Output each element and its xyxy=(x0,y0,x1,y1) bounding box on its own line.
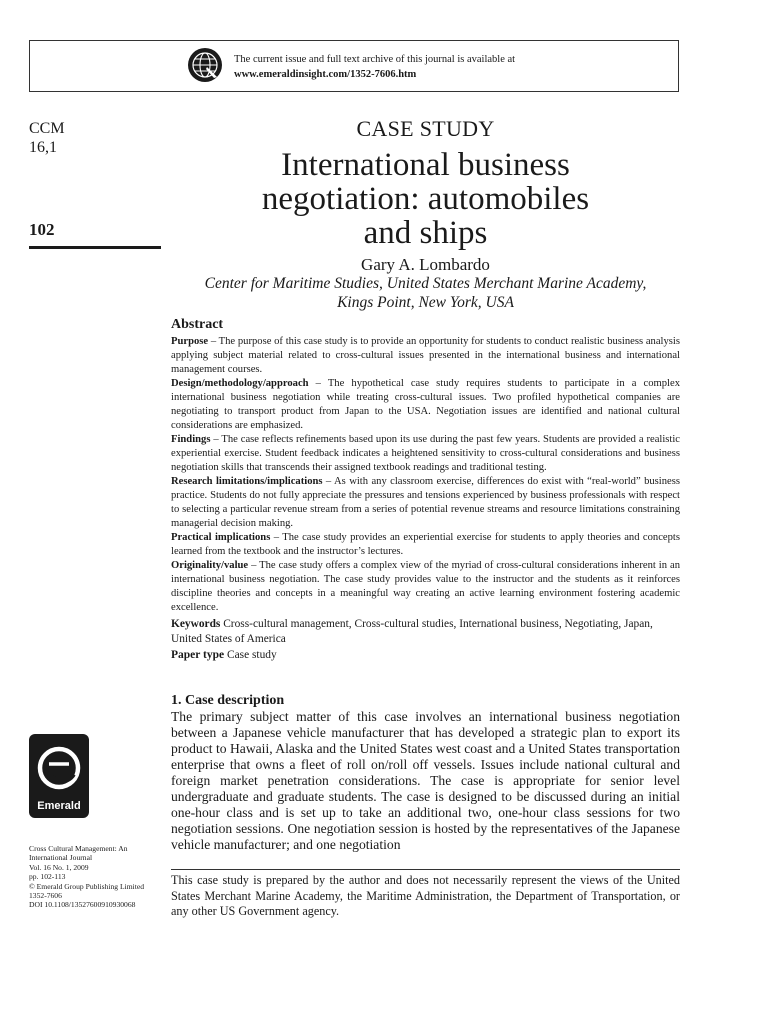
abstract-text: – The hypothetical case study requires students to participate in a complex international business negotiation while treating cross-cultural issues. Two profiled hypothetical companies are negotiating to transport product from Japan to the USA. Negotiation issues are identified and national cultural considerations are emphasized. xyxy=(171,378,680,431)
article-type: CASE STUDY xyxy=(356,116,495,141)
emerald-logo xyxy=(29,734,89,818)
abstract-originality xyxy=(171,559,680,615)
author-affiliation xyxy=(171,274,680,312)
margin-rule xyxy=(29,246,161,249)
abstract-text: – The purpose of this case study is to provide an opportunity for students to conduct realistic business analysis applying subject material related to cross-cultural issues presented in the international business and international management courses. xyxy=(171,336,680,375)
emerald-e-icon xyxy=(29,738,89,802)
section-body: The primary subject matter of this case involves an international business negotiation between a Japanese vehicle manufacturer that has developed a strategic plan to export its product to Hawaii, Alaska and the United States west coast and a United States transportation enterprise that owns a fleet of roll on/roll off vessels. Issues include national cultural and foreign market penetration considerations. The case is appropriate for senior level undergraduate and graduate students. The case is designed to be discussed during an initial one-hour class and is set up to take an additional two, one-hour class sessions for two negotiation sessions. One negotiation session is hosted by the representatives of the Japanese vehicle manufacturer; and one negotiation xyxy=(171,709,680,852)
emerald-logo-text: Emerald xyxy=(37,800,81,812)
abstract-label: Research limitations/implications xyxy=(171,476,323,487)
journal-info xyxy=(29,844,169,910)
section-heading: 1. Case description xyxy=(171,693,285,708)
abstract-limitations xyxy=(171,475,680,531)
journal-abbreviation xyxy=(29,119,65,157)
header-line-1: The current issue and full text archive of this journal is available at xyxy=(234,54,516,65)
paper-type-label: Paper type xyxy=(171,649,225,661)
affiliation-line: Center for Maritime Studies, United States Merchant Marine Academy, xyxy=(204,275,647,292)
paper-type-text: Case study xyxy=(224,649,277,661)
abstract-text: – The case reflects refinements based upon its use during the past few years. Students are provided a realistic experiential exercise. Student feedback indicates a heightened sensitivity to cross-cultural considerations and business negotiation skills that transcends their assigned textbook readings and traditional testing. xyxy=(171,434,680,473)
journal-info-line: Cross Cultural Management: An xyxy=(29,844,128,853)
author-name: Gary A. Lombardo xyxy=(361,255,490,274)
abstract-text: – The case study offers a complex view of the myriad of cross-cultural considerations inherent in an international business negotiation. The case study provides value to the instructor and the students as it reinforces discipline theories and concepts in a meaningful way creating an active learning environment fostering academic excellence. xyxy=(171,560,680,613)
footnote: This case study is prepared by the author and does not necessarily represent the views of the United States Merchant Marine Academy, the Maritime Administration, the Department of Transportation, or any other US Government agency. xyxy=(171,873,680,918)
abstract-purpose xyxy=(171,335,680,377)
abstract-label: Originality/value xyxy=(171,560,249,571)
abstract-text: – As with any classroom exercise, differences do exist with “real-world” business practice. Students do not fully appreciate the pressures and tensions experienced by business professionals with respect to selecting a particular revenue stream from a series of potential revenue streams and resource limitations constraining managerial decision making. xyxy=(171,476,680,529)
title-line: and ships xyxy=(363,215,488,251)
abstract-design xyxy=(171,377,680,433)
globe-icon xyxy=(187,47,223,83)
journal-abbr: CCM xyxy=(29,120,65,137)
abstract xyxy=(171,316,680,663)
abstract-label: Purpose xyxy=(171,336,209,347)
abstract-text: – The case study provides an experiential exercise for students to apply theories and concepts learned from the textbook and the instructor’s lectures. xyxy=(171,532,680,557)
article-title xyxy=(171,148,680,250)
journal-info-line: Vol. 16 No. 1, 2009 xyxy=(29,862,89,872)
section-case-description xyxy=(171,692,680,853)
journal-info-line: International Journal xyxy=(29,853,93,863)
journal-info-line: 1352-7606 xyxy=(29,891,62,901)
volume-issue: 16,1 xyxy=(29,139,57,156)
journal-access-header xyxy=(29,40,679,92)
paper-type xyxy=(171,647,680,663)
header-text xyxy=(234,52,515,82)
abstract-label: Design/methodology/approach xyxy=(171,378,309,389)
abstract-heading: Abstract xyxy=(171,317,224,332)
footnote-rule xyxy=(171,869,680,870)
abstract-findings xyxy=(171,433,680,475)
keywords xyxy=(171,617,680,647)
abstract-label: Practical implications xyxy=(171,532,271,543)
journal-info-line: pp. 102-113 xyxy=(29,872,66,882)
title-line: International business xyxy=(281,147,570,183)
journal-info-line: © Emerald Group Publishing Limited xyxy=(29,881,145,891)
keywords-label: Keywords xyxy=(171,618,221,630)
affiliation-line: Kings Point, New York, USA xyxy=(337,294,514,311)
abstract-label: Findings xyxy=(171,434,211,445)
abstract-practical xyxy=(171,531,680,559)
keywords-text: Cross-cultural management, Cross-cultural studies, International business, Negotiating, Japan, United States of America xyxy=(171,618,653,645)
page-number: 102 xyxy=(29,220,55,239)
journal-url-link[interactable]: www.emeraldinsight.com/1352-7606.htm xyxy=(234,69,417,80)
journal-info-line: DOI 10.1108/13527600910930068 xyxy=(29,900,136,910)
title-line: negotiation: automobiles xyxy=(261,181,590,217)
